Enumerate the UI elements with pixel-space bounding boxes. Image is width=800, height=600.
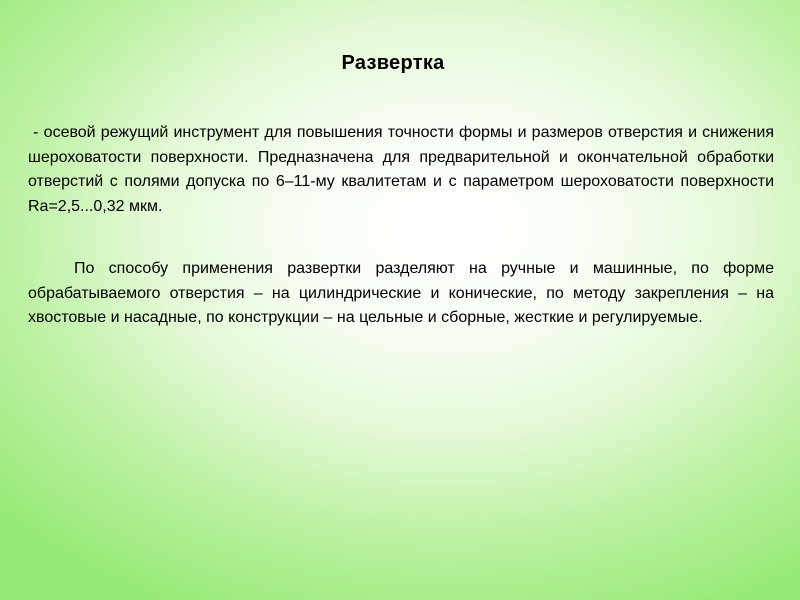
classification-paragraph [28,257,774,331]
definition-text: - осевой режущий инструмент для повышения точности формы и размеров отверстия и снижения шероховатости поверхности. Предназначена для предварительной и окончательной обработки отверстий с полями допуска по 6–11-му квалитетам и с параметром шероховатости поверхности Ra=2,5...0,32 мкм. [28,124,774,215]
slide-title: Развертка [341,52,445,74]
classification-text: По способу применения развертки разделяют на ручные и машинные, по форме обрабатываемого отверстия – на цилиндрические и конические, по методу закрепления – на хвостовые и насадные, по конструкции – на цельные и сборные, жесткие и регулируемые. [28,260,774,327]
definition-paragraph [28,121,774,219]
